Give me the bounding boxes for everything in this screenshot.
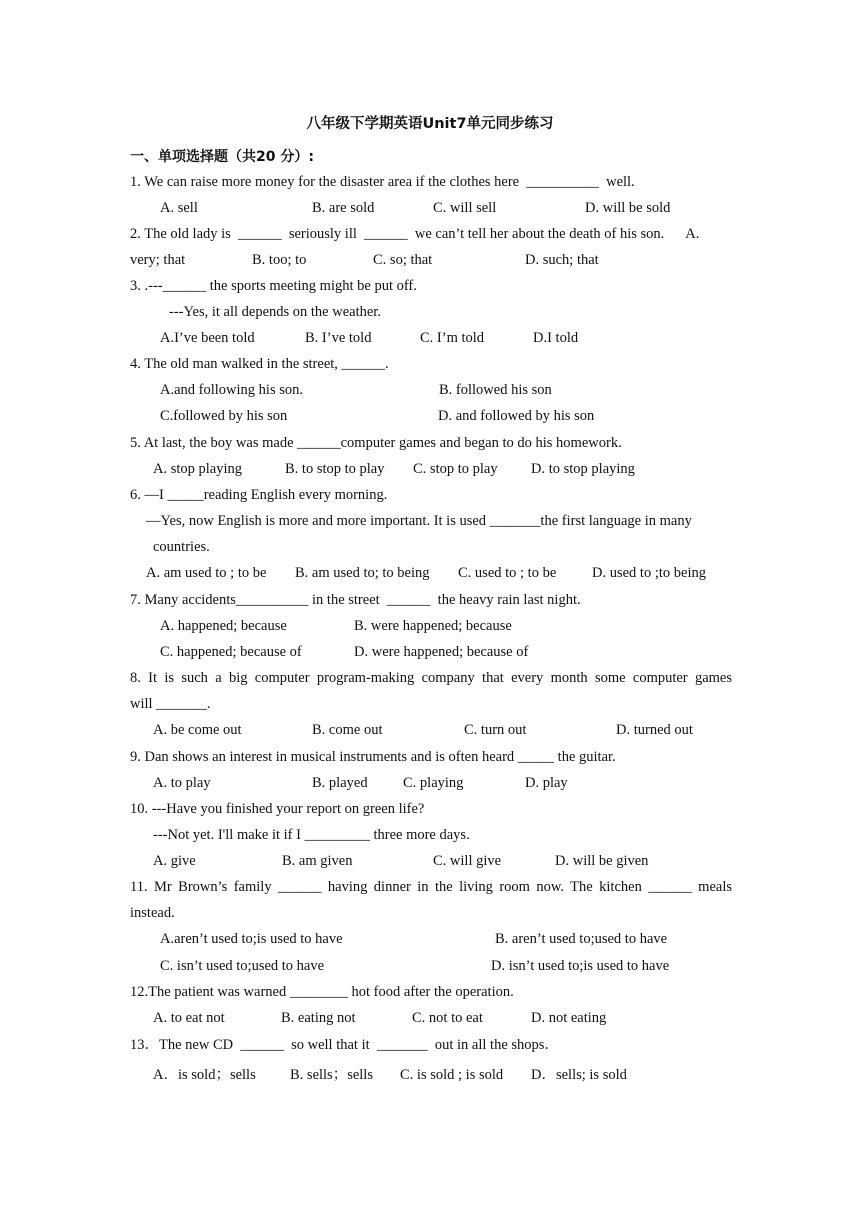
question-10-option-b: B. am given	[282, 853, 353, 869]
question-3-reply: ---Yes, it all depends on the weather.	[169, 304, 381, 320]
question-8-option-d: D. turned out	[616, 722, 693, 738]
question-5-option-c: C. stop to play	[413, 461, 498, 477]
question-5-option-a: A. stop playing	[153, 461, 243, 477]
question-8-option-b: B. come out	[312, 722, 383, 738]
question-9-option-d: D. play	[525, 775, 568, 791]
question-9-stem: 9. Dan shows an interest in musical instruments and is often heard _____ the guitar.	[130, 749, 616, 765]
question-1-stem: 1. We can raise more money for the disaster area if the clothes here __________ well.	[130, 174, 635, 190]
question-11-option-b: B. aren’t used to;used to have	[495, 931, 668, 947]
question-8-option-a: A. be come out	[153, 722, 242, 738]
question-11-option-c: C. isn’t used to;used to have	[160, 958, 325, 974]
question-6-reply-line-1: —Yes, now English is more and more important. It is used _______the first language in many	[146, 513, 692, 529]
question-11-option-a: A.aren’t used to;is used to have	[160, 931, 343, 947]
question-5-option-d: D. to stop playing	[531, 461, 635, 477]
question-6-stem: 6. —I _____reading English every morning.	[130, 487, 388, 503]
question-12-option-b: B. eating not	[281, 1010, 356, 1026]
question-3-option-b: B. I’ve told	[305, 330, 372, 346]
question-6-option-a: A. am used to ; to be	[146, 565, 267, 581]
question-7-option-b: B. were happened; because	[354, 618, 512, 634]
question-12-stem: 12.The patient was warned ________ hot food after the operation.	[130, 984, 514, 1000]
question-1-option-d: D. will be sold	[585, 200, 671, 216]
question-9-option-b: B. played	[312, 775, 368, 791]
question-2-option-b: B. too; to	[252, 252, 307, 268]
question-7-option-a: A. happened; because	[160, 618, 287, 634]
question-9-option-a: A. to play	[153, 775, 211, 791]
question-2-option-c: C. so; that	[373, 252, 433, 268]
question-1-option-a: A. sell	[160, 200, 198, 216]
question-2-option-d: D. such; that	[525, 252, 599, 268]
question-4-option-d: D. and followed by his son	[438, 408, 595, 424]
question-11-stem-line-2: instead.	[130, 905, 175, 921]
question-10-option-a: A. give	[153, 853, 196, 869]
question-2-stem: 2. The old lady is ______ seriously ill ______ we can’t tell her about the death of his son. A.	[130, 226, 700, 242]
question-12-option-c: C. not to eat	[412, 1010, 483, 1026]
question-3-option-d: D.I told	[533, 330, 579, 346]
question-10-option-c: C. will give	[433, 853, 502, 869]
question-4-option-a: A.and following his son.	[160, 382, 303, 398]
question-1-option-c: C. will sell	[433, 200, 497, 216]
question-5-stem: 5. At last, the boy was made ______computer games and began to do his homework.	[130, 435, 622, 451]
question-4-option-b: B. followed his son	[439, 382, 552, 398]
question-8-option-c: C. turn out	[464, 722, 527, 738]
question-13-option-d: D．sells; is sold	[531, 1067, 627, 1083]
question-3-stem: 3. .---______ the sports meeting might be put off.	[130, 278, 417, 294]
question-11-option-d: D. isn’t used to;is used to have	[491, 958, 670, 974]
question-9-option-c: C. playing	[403, 775, 464, 791]
question-12-option-a: A. to eat not	[153, 1010, 225, 1026]
question-5-option-b: B. to stop to play	[285, 461, 385, 477]
question-2-option-a: very; that	[130, 252, 186, 268]
question-10-option-d: D. will be given	[555, 853, 649, 869]
question-4-stem: 4. The old man walked in the street, ______.	[130, 356, 389, 372]
question-8-stem-line-1: 8. It is such a big computer program-making company that every month some computer games	[130, 670, 732, 686]
question-6-option-d: D. used to ;to being	[592, 565, 706, 581]
question-11-stem-line-1: 11. Mr Brown’s family ______ having dinner in the living room now. The kitchen ______ meals	[130, 879, 732, 895]
question-10-reply: ---Not yet. I'll make it if I _________ three more days.	[153, 827, 470, 843]
question-7-option-d: D. were happened; because of	[354, 644, 529, 660]
question-13-option-b: B. sells；sells	[290, 1067, 373, 1083]
section-heading: 一、单项选择题（共20 分）:	[130, 149, 314, 165]
question-3-option-c: C. I’m told	[420, 330, 485, 346]
question-13-option-a: A．is sold；sells	[153, 1067, 256, 1083]
question-12-option-d: D. not eating	[531, 1010, 607, 1026]
question-10-stem: 10. ---Have you finished your report on green life?	[130, 801, 425, 817]
question-13-option-c: C. is sold ; is sold	[400, 1067, 504, 1083]
question-3-option-a: A.I’ve been told	[160, 330, 255, 346]
question-6-option-c: C. used to ; to be	[458, 565, 557, 581]
question-7-stem: 7. Many accidents__________ in the street ______ the heavy rain last night.	[130, 592, 581, 608]
question-13-stem: 13．The new CD ______ so well that it _______ out in all the shops．	[130, 1037, 559, 1053]
page-title: 八年级下学期英语Unit7单元同步练习	[306, 116, 554, 132]
question-4-option-c: C.followed by his son	[160, 408, 288, 424]
question-1-option-b: B. are sold	[312, 200, 375, 216]
question-6-reply-line-2: countries.	[153, 539, 210, 555]
question-6-option-b: B. am used to; to being	[295, 565, 430, 581]
question-7-option-c: C. happened; because of	[160, 644, 302, 660]
question-8-stem-line-2: will _______.	[130, 696, 211, 712]
